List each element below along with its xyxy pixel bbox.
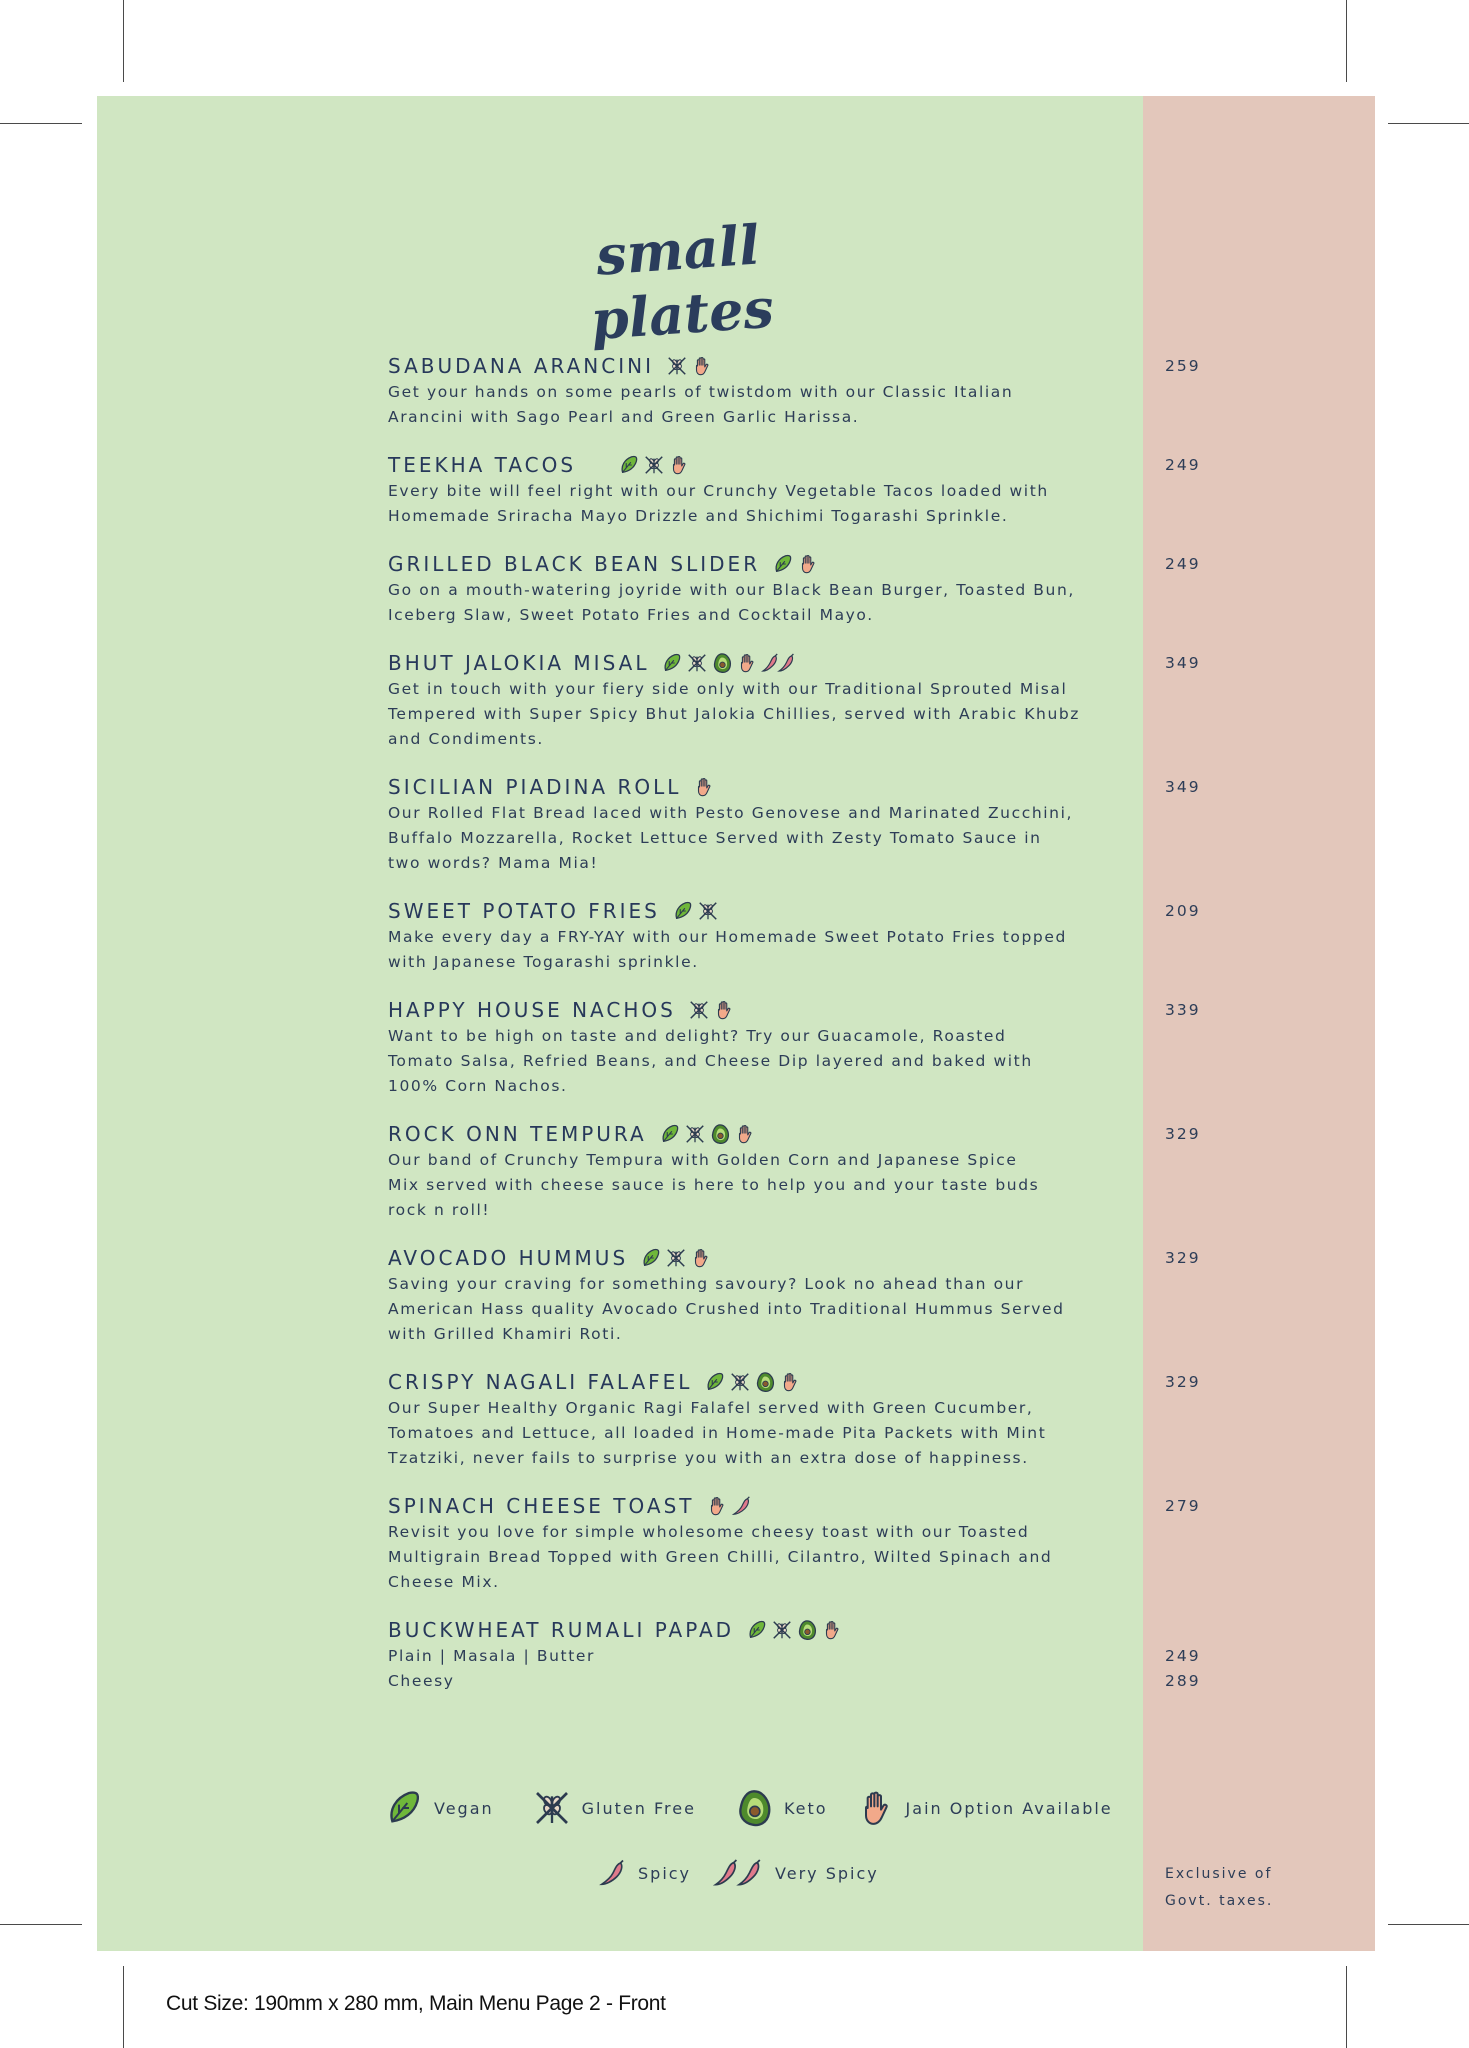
menu-item [388,1367,1108,1471]
crop-mark [123,0,124,82]
keto-icon [709,1123,731,1145]
jain-icon [734,1123,756,1145]
description-line: Make every day a FRY-YAY with our Homemade Sweet Potato Fries topped [388,928,1067,946]
very-spicy-icon [713,1853,765,1893]
gluten-free-icon [771,1619,793,1641]
dietary-icons [661,652,797,674]
jain-icon [713,999,735,1021]
description-line: Our Super Healthy Organic Ragi Falafel served with Green Cucumber, [388,1399,1034,1417]
menu-item-price: 329 [1165,1249,1201,1267]
jain-icon [779,1371,801,1393]
gluten-free-icon [688,999,710,1021]
jain-icon [691,355,713,377]
menu-item [388,1615,1108,1694]
menu-item-name: SPINACH CHEESE TOAST [388,1494,695,1518]
vegan-icon [746,1619,768,1641]
menu-item [388,351,1108,430]
menu-item-name: TEEKHA TACOS [388,453,577,477]
menu-item-price: 249 [1165,555,1201,573]
description-line: Saving your craving for something savoury? Look no ahead than our [388,1275,1025,1293]
menu-item-description [388,925,1108,975]
description-line: Our Rolled Flat Bread laced with Pesto Genovese and Marinated Zucchini, [388,804,1074,822]
taxes-note [1165,1861,1273,1915]
menu-item-name: GRILLED BLACK BEAN SLIDER [388,552,761,576]
jain-icon [736,652,758,674]
dietary-icons [666,355,713,377]
menu-item-header [388,1491,1108,1521]
crop-mark [123,1966,124,2048]
menu-item [388,1243,1108,1347]
dietary-icons [746,1619,843,1641]
description-line: Plain | Masala | Butter [388,1647,596,1665]
menu-item [388,450,1108,529]
legend-row-1 [384,1788,1113,1828]
vegan-icon [772,553,794,575]
menu-item-name: SABUDANA ARANCINI [388,354,654,378]
spicy-icon [731,1495,753,1517]
legend-keto [734,1788,828,1828]
gluten-free-icon [697,900,719,922]
menu-item-header [388,995,1108,1025]
description-line: American Hass quality Avocado Crushed into Traditional Hummus Served [388,1300,1065,1318]
description-line: Go on a mouth-watering joyride with our Black Bean Burger, Toasted Bun, [388,581,1075,599]
description-line: Tomato Salsa, Refried Beans, and Cheese Dip layered and baked with [388,1052,1033,1070]
jain-icon [690,1247,712,1269]
menu-item-header [388,772,1108,802]
keto-icon [711,652,733,674]
gluten-free-icon [532,1788,572,1828]
description-line: Mix served with cheese sauce is here to help you and your taste buds [388,1176,1040,1194]
vegan-icon [672,900,694,922]
menu-item-price: 329 [1165,1125,1201,1143]
legend-row-2 [598,1853,879,1893]
menu-item-price: 329 [1165,1373,1201,1391]
menu-item-description [388,578,1108,628]
vegan-icon [384,1788,424,1828]
dietary-icons [688,999,735,1021]
legend-gluten-free-label: Gluten Free [581,1798,696,1818]
description-line: Every bite will feel right with our Crunchy Vegetable Tacos loaded with [388,482,1049,500]
cut-size-note: Cut Size: 190mm x 280 mm, Main Menu Page 2 - Front [166,1992,666,2015]
menu-item-description [388,1148,1108,1223]
menu-item-header [388,1367,1108,1397]
crop-mark [1388,123,1469,124]
description-line: Want to be high on taste and delight? Try our Guacamole, Roasted [388,1027,1007,1045]
legend-gluten-free [532,1788,696,1828]
menu-item [388,995,1108,1099]
keto-icon [796,1619,818,1641]
gluten-free-icon [643,454,665,476]
dietary-icons [672,900,719,922]
description-line: Tzatziki, never fails to surprise you with an extra dose of happiness. [388,1449,1029,1467]
legend-keto-label: Keto [783,1798,828,1818]
menu-item-description [388,1024,1108,1099]
legend-spicy-label: Spicy [638,1863,692,1883]
menu-item-header [388,450,1108,480]
menu-item-header [388,351,1108,381]
taxes-note-line: Govt. taxes. [1165,1893,1274,1909]
menu-item-price: 349 [1165,778,1201,796]
description-line: rock n roll! [388,1201,491,1219]
keto-icon [754,1371,776,1393]
description-line: with Japanese Togarashi sprinkle. [388,953,699,971]
menu-item-description [388,1644,1108,1694]
very-spicy-icon [761,652,797,674]
crop-mark [1388,1924,1469,1925]
description-line: two words? Mama Mia! [388,854,599,872]
menu-item-price: 249 [1165,456,1201,474]
menu-item-description [388,1272,1108,1347]
crop-mark [0,123,82,124]
description-line: Tempered with Super Spicy Bhut Jalokia Chillies, served with Arabic Khubz [388,705,1081,723]
taxes-note-line: Exclusive of [1165,1866,1273,1882]
description-line: Iceberg Slaw, Sweet Potato Fries and Cocktail Mayo. [388,606,874,624]
description-line: with Grilled Khamiri Roti. [388,1325,623,1343]
jain-icon [856,1788,896,1828]
menu-item-description [388,1520,1108,1595]
jain-icon [706,1495,728,1517]
description-line: Tomatoes and Lettuce, all loaded in Home-made Pita Packets with Mint [388,1424,1047,1442]
page-title: small plates [588,212,776,353]
menu-item-price: 349 [1165,654,1201,672]
description-line: Get your hands on some pearls of twistdom with our Classic Italian [388,383,1014,401]
menu-item [388,1491,1108,1595]
legend-jain [856,1788,1113,1828]
keto-icon [734,1788,774,1828]
description-line: Homemade Sriracha Mayo Drizzle and Shichimi Togarashi Sprinkle. [388,507,1009,525]
description-line: and Condiments. [388,730,544,748]
menu-item-header [388,896,1108,926]
dietary-icons [659,1123,756,1145]
gluten-free-icon [684,1123,706,1145]
description-line: Multigrain Bread Topped with Green Chilli, Cilantro, Wilted Spinach and [388,1548,1053,1566]
description-line: Cheesy [388,1672,455,1690]
menu-item [388,896,1108,975]
description-line: Revisit you love for simple wholesome cheesy toast with our Toasted [388,1523,1030,1541]
description-line: 100% Corn Nachos. [388,1077,568,1095]
legend-vegan [384,1788,494,1828]
dietary-icons [618,454,690,476]
menu-item-description [388,380,1108,430]
menu-item-name: ROCK ONN TEMPURA [388,1122,647,1146]
dietary-icons [706,1495,753,1517]
legend-very-spicy-label: Very Spicy [775,1863,879,1883]
vegan-icon [659,1123,681,1145]
menu-item-name: BHUT JALOKIA MISAL [388,651,650,675]
menu-item-header [388,1615,1108,1645]
menu-item-price: 279 [1165,1497,1201,1515]
menu-item-name: AVOCADO HUMMUS [388,1246,629,1270]
description-line: Buffalo Mozzarella, Rocket Lettuce Served with Zesty Tomato Sauce in [388,829,1042,847]
menu-item-header [388,1119,1108,1149]
legend-spicy [598,1853,691,1893]
jain-icon [797,553,819,575]
dietary-icons [704,1371,801,1393]
menu-item-header [388,1243,1108,1273]
menu-item [388,549,1108,628]
dietary-icons [693,776,715,798]
gluten-free-icon [666,355,688,377]
jain-icon [693,776,715,798]
gluten-free-icon [686,652,708,674]
menu-item [388,648,1108,752]
vegan-icon [661,652,683,674]
menu-item-name: SICILIAN PIADINA ROLL [388,775,682,799]
jain-icon [668,454,690,476]
menu-item-price: 339 [1165,1001,1201,1019]
menu-item-description [388,1396,1108,1471]
menu-item-price: 249 [1165,1647,1201,1665]
menu-item-description [388,801,1108,876]
menu-item-description [388,479,1108,529]
legend-very-spicy [713,1853,879,1893]
dietary-icons [640,1247,712,1269]
legend-vegan-label: Vegan [434,1798,494,1818]
crop-mark [0,1924,82,1925]
menu-item [388,772,1108,876]
menu-item [388,1119,1108,1223]
dietary-icons [772,553,819,575]
legend-jain-label: Jain Option Available [905,1798,1113,1818]
vegan-icon [640,1247,662,1269]
menu-item-name: HAPPY HOUSE NACHOS [388,998,676,1022]
menu-item-price: 289 [1165,1672,1201,1690]
spicy-icon [598,1853,628,1893]
vegan-icon [704,1371,726,1393]
menu-item-header [388,549,1108,579]
vegan-icon [618,454,640,476]
description-line: Get in touch with your fiery side only with our Traditional Sprouted Misal [388,680,1068,698]
menu-item-header [388,648,1108,678]
menu-item-price: 259 [1165,357,1201,375]
menu-item-name: BUCKWHEAT RUMALI PAPAD [388,1618,735,1642]
description-line: Arancini with Sago Pearl and Green Garlic Harissa. [388,408,860,426]
jain-icon [821,1619,843,1641]
description-line: Cheese Mix. [388,1573,500,1591]
menu-item-name: SWEET POTATO FRIES [388,899,660,923]
crop-mark [1346,1966,1347,2048]
menu-item-price: 209 [1165,902,1201,920]
gluten-free-icon [729,1371,751,1393]
crop-mark [1346,0,1347,82]
description-line: Our band of Crunchy Tempura with Golden Corn and Japanese Spice [388,1151,1018,1169]
gluten-free-icon [665,1247,687,1269]
menu-item-name: CRISPY NAGALI FALAFEL [388,1370,693,1394]
menu-item-description [388,677,1108,752]
